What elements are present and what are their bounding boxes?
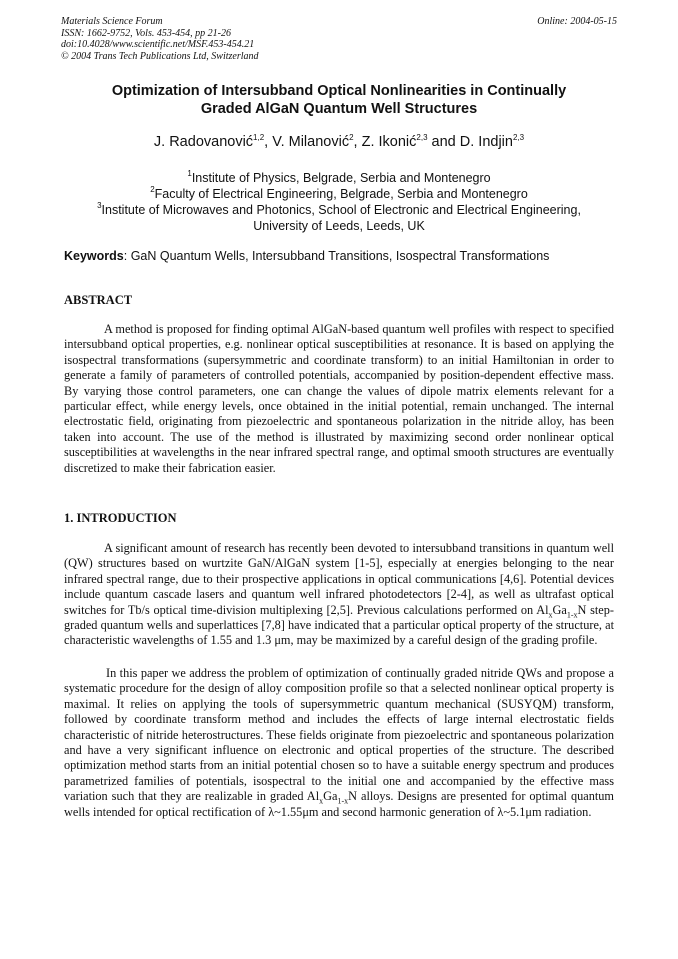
title-line-1: Optimization of Intersubband Optical Nonlinearities in Continually bbox=[111, 83, 567, 99]
affiliation-text: Faculty of Electrical Engineering, Belgrade, Serbia and Montenegro bbox=[154, 187, 528, 201]
keywords-line bbox=[64, 248, 620, 264]
paper-title bbox=[64, 82, 614, 118]
author-name: D. Indjin bbox=[459, 134, 513, 150]
affiliation-3 bbox=[64, 202, 614, 218]
affiliation-1 bbox=[64, 170, 614, 186]
affiliation-number: 3 bbox=[97, 201, 102, 210]
author-separator: and bbox=[427, 134, 460, 150]
affiliation-text: Institute of Physics, Belgrade, Serbia and Montenegro bbox=[191, 171, 491, 185]
affiliation-text: Institute of Microwaves and Photonics, School of Electronic and Electrical Engineering, bbox=[101, 203, 581, 217]
author-separator: , bbox=[353, 134, 362, 150]
intro-p1-text: A significant amount of research has recently been devoted to intersubband transitions in quantum well (QW) structures based on wurtzite GaN/AlGaN system [1-5], especially at energies belonging to the near infrared spectral range, due to their prospective applications in optical communications [4,6]. Potential devices include quantum cascade lasers and quantum well infrared photodetectors [2-4], as well as ultrafast optical switches for Tb/s optical time-division multiplexing [2,5]. Previous calculations performed on Al bbox=[64, 541, 614, 617]
author-affil-sup: 2 bbox=[349, 133, 354, 142]
author-affil-sup: 1,2 bbox=[253, 133, 265, 142]
title-line-2: Graded AlGaN Quantum Well Structures bbox=[200, 101, 478, 117]
affiliation-2 bbox=[64, 186, 614, 202]
author-separator: , bbox=[264, 134, 273, 150]
author-affil-sup: 2,3 bbox=[416, 133, 428, 142]
author-name: J. Radovanović bbox=[153, 134, 254, 150]
doi-line: doi:10.4028/www.scientific.net/MSF.453-454.21 bbox=[61, 39, 255, 50]
intro-p2-text: Ga bbox=[323, 789, 338, 804]
intro-p1-text: Ga bbox=[552, 602, 567, 617]
intro-paragraph-2 bbox=[64, 666, 614, 820]
author-name: Z. Ikonić bbox=[361, 134, 417, 150]
introduction-heading: 1. INTRODUCTION bbox=[64, 511, 177, 525]
affiliation-number: 1 bbox=[187, 169, 192, 178]
affiliations bbox=[64, 170, 614, 234]
issn-line: ISSN: 1662-9752, Vols. 453-454, pp 21-26 bbox=[61, 27, 231, 39]
affiliation-3-continued: University of Leeds, Leeds, UK bbox=[253, 219, 425, 233]
author-name: V. Milanović bbox=[272, 134, 350, 150]
abstract-paragraph bbox=[64, 322, 614, 476]
subscript: 1-x bbox=[337, 796, 349, 806]
keywords-text: : GaN Quantum Wells, Intersubband Transitions, Isospectral Transformations bbox=[123, 249, 550, 263]
author-affil-sup: 2,3 bbox=[512, 133, 525, 142]
abstract-heading: ABSTRACT bbox=[64, 293, 133, 307]
subscript: 1-x bbox=[566, 610, 578, 620]
intro-paragraph-1 bbox=[64, 541, 614, 649]
subscript: x bbox=[319, 796, 324, 806]
intro-p2-text: N alloys. Designs are presented for optimal quantum wells intended for optical rectification of λ~1.55μm and second harmonic generation of λ~5.1μm radiation. bbox=[64, 789, 614, 819]
subscript: x bbox=[548, 610, 553, 620]
affiliation-number: 2 bbox=[150, 185, 155, 194]
abstract-text: A method is proposed for finding optimal AlGaN-based quantum well profiles with respect to specified intersubband optical properties, e.g. nonlinear optical susceptibilities at resonance. It is based on applying the isospectral transformations (supersymmetric and coordinate transform) to an initial Hamiltonian in order to generate a family of parameters of controlled potentials, accompanied by position-dependent effective mass. By varying those control parameters, one can change the values of dipole matrix elements relevant for a particular effect, while energy levels, once obtained in the initial potential, remain unchanged. The internal electrostatic field, originating from piezoelectric and spontaneous polarization in the nitride alloy, has been taken into account. The use of the method is illustrated by maximizing second order nonlinear optical susceptibilities at wavelengths in the near infrared spectral range, and optimal smooth structures are eventually discretized to make their fabrication easier. bbox=[64, 322, 614, 475]
journal-header bbox=[61, 16, 617, 62]
intro-p2-text: In this paper we address the problem of optimization of continually graded nitride QWs and propose a systematic procedure for the design of alloy composition profile so that a selected nonlinear optical property is maximal. It relies on applying the tools of supersymmetric quantum mechanical (SUSYQM) transform, followed by coordinate transform method and includes the effects of large internal electrostatic fields characteristic of nitride heterostructures. These fields originate from piezoelectric and spontaneous polarization and have a very significant influence on electronic and optical properties of the structure. The described optimization method starts from an initial potential chosen so to have a suitable energy spectrum and produces parametrized families of potentials, isospectral to the initial one and accompanied by the effective mass variation such that they are realizable in graded Al bbox=[64, 666, 614, 804]
intro-p1-text: N step-graded quantum wells and superlattices [7,8] have indicated that a particular optical property of the structure, at characteristic wavelengths of 1.55 and 1.3 μm, may be maximized by a careful design of the grading profile. bbox=[64, 602, 615, 648]
keywords-label: Keywords bbox=[64, 249, 124, 263]
online-date: Online: 2004-05-15 bbox=[537, 16, 617, 27]
copyright-line: © 2004 Trans Tech Publications Ltd, Switzerland bbox=[61, 50, 259, 62]
journal-name: Materials Science Forum bbox=[61, 16, 163, 27]
author-list bbox=[64, 133, 614, 151]
